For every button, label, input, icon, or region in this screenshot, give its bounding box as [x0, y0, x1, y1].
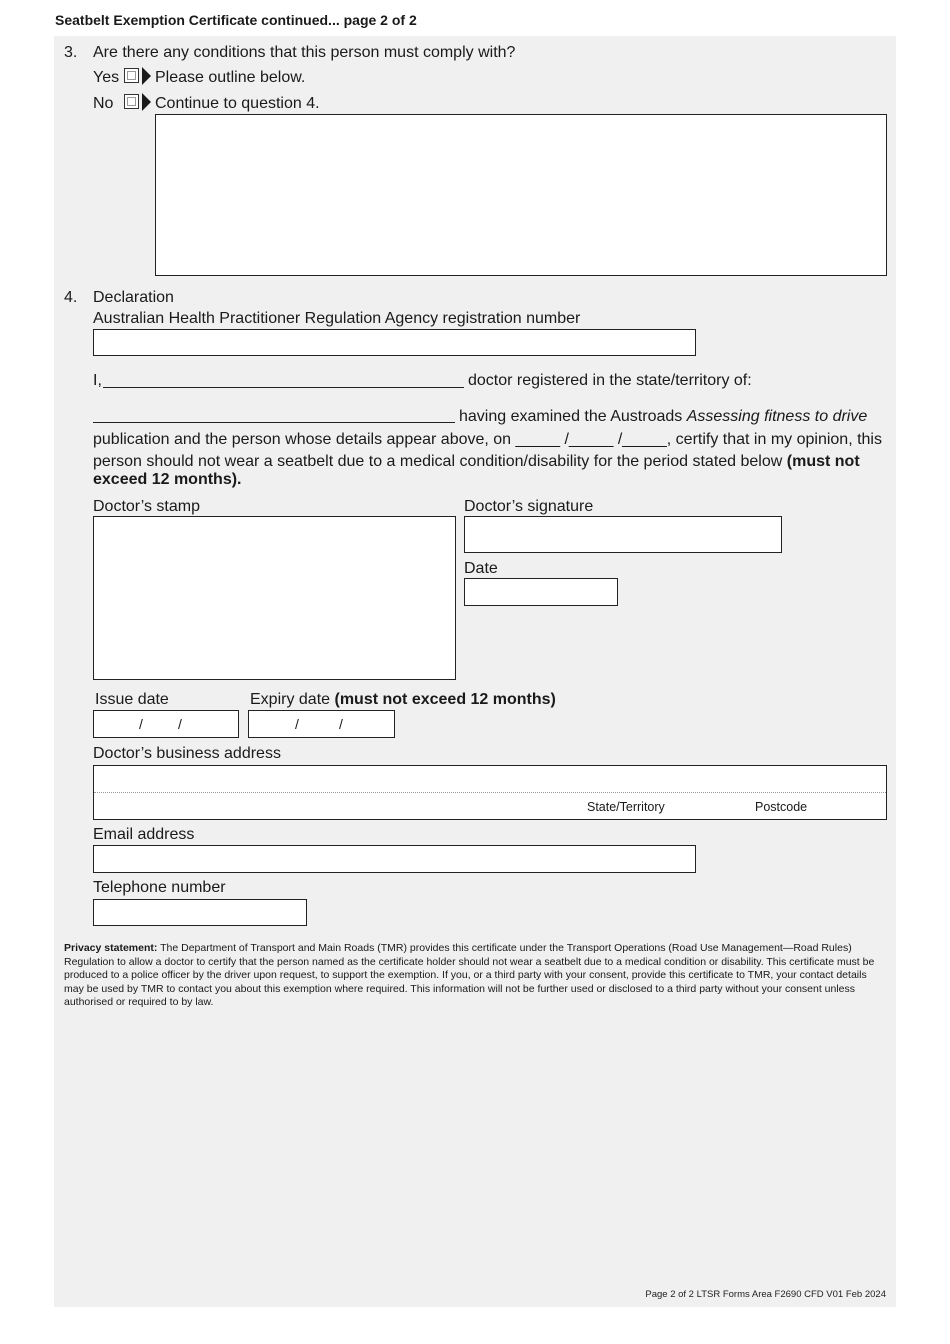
- yes-checkbox[interactable]: [124, 68, 139, 83]
- telephone-label: Telephone number: [93, 879, 226, 896]
- signature-date-input[interactable]: [464, 578, 618, 606]
- date-separator: /: [139, 716, 143, 732]
- email-label: Email address: [93, 826, 195, 843]
- privacy-statement: [64, 942, 886, 1010]
- ahpra-label: Australian Health Practitioner Regulation Agency registration number: [93, 310, 581, 327]
- yes-instruction: Please outline below.: [155, 69, 306, 86]
- business-address-input[interactable]: [93, 765, 887, 820]
- business-address-label: Doctor’s business address: [93, 745, 281, 762]
- privacy-heading: Privacy statement:: [64, 942, 158, 954]
- doctor-registered-text: doctor registered in the state/territory of:: [468, 372, 752, 389]
- date-separator: /: [178, 716, 182, 732]
- stamp-label: Doctor’s stamp: [93, 498, 200, 515]
- expiry-date-input[interactable]: [248, 710, 395, 738]
- q3-question: Are there any conditions that this person must comply with?: [93, 44, 516, 61]
- state-territory-label: State/Territory: [587, 800, 665, 814]
- page-footer: Page 2 of 2 LTSR Forms Area F2690 CFD V01 Feb 2024: [645, 1289, 886, 1300]
- postcode-label: Postcode: [755, 800, 808, 814]
- page-title: Seatbelt Exemption Certificate continued... page 2 of 2: [55, 12, 417, 28]
- expiry-date-label-wrap: [250, 690, 556, 709]
- issue-date-input[interactable]: [93, 710, 239, 738]
- person-text: person should not wear a seatbelt due to a medical condition/disability for the period stated below: [93, 453, 783, 470]
- doctor-signature-box[interactable]: [464, 516, 782, 553]
- doctor-stamp-box[interactable]: [93, 516, 456, 680]
- i-prefix: I,: [93, 372, 102, 389]
- signature-label: Doctor’s signature: [464, 498, 594, 515]
- telephone-input[interactable]: [93, 899, 307, 926]
- state-territory-line[interactable]: [93, 422, 455, 423]
- no-instruction: Continue to question 4.: [155, 95, 320, 112]
- q3-number: 3.: [64, 44, 78, 61]
- arrow-right-icon: [142, 93, 151, 111]
- expiry-date-label: Expiry date: [250, 691, 331, 708]
- ahpra-number-input[interactable]: [93, 329, 696, 356]
- no-label: No: [93, 95, 114, 112]
- no-checkbox[interactable]: [124, 94, 139, 109]
- publication-line: publication and the person whose details appear above, on _____ /_____ /_____, certify that in my opinion, this: [93, 431, 882, 448]
- doctor-name-line[interactable]: [103, 387, 464, 388]
- date-separator: /: [339, 716, 343, 732]
- must-not-exceed-note: (must not exceed 12 months).: [93, 453, 860, 488]
- q4-number: 4.: [64, 289, 78, 306]
- person-line: [93, 453, 883, 489]
- address-divider: [94, 792, 886, 793]
- having-examined: having examined the Austroads: [459, 408, 683, 425]
- q4-title: Declaration: [93, 289, 174, 306]
- issue-date-label: Issue date: [95, 691, 169, 708]
- date-label: Date: [464, 560, 498, 577]
- publication-title: Assessing fitness to drive: [686, 408, 868, 425]
- email-input[interactable]: [93, 845, 696, 873]
- arrow-right-icon: [142, 67, 151, 85]
- privacy-text: The Department of Transport and Main Roads (TMR) provides this certificate under the Transport Operations (Road Use Management—Road Rules) Regulation to allow a doctor to certify that the person named as the certificate holder should not wear a seatbelt due to a medical condition or disability. This certificate must be produced to a police officer by the driver upon request, to support the exemption. If you, or a third party with your consent, provide this certificate to TMR, your contact details may be used by TMR to contact you about this exemption where required. This information will not be further used or disclosed to a third party without your consent unless authorised or required to by law.: [64, 942, 875, 1008]
- conditions-textarea[interactable]: [155, 114, 887, 276]
- having-examined-text: [459, 407, 867, 426]
- yes-label: Yes: [93, 69, 120, 86]
- date-separator: /: [295, 716, 299, 732]
- expiry-note: (must not exceed 12 months): [334, 691, 556, 708]
